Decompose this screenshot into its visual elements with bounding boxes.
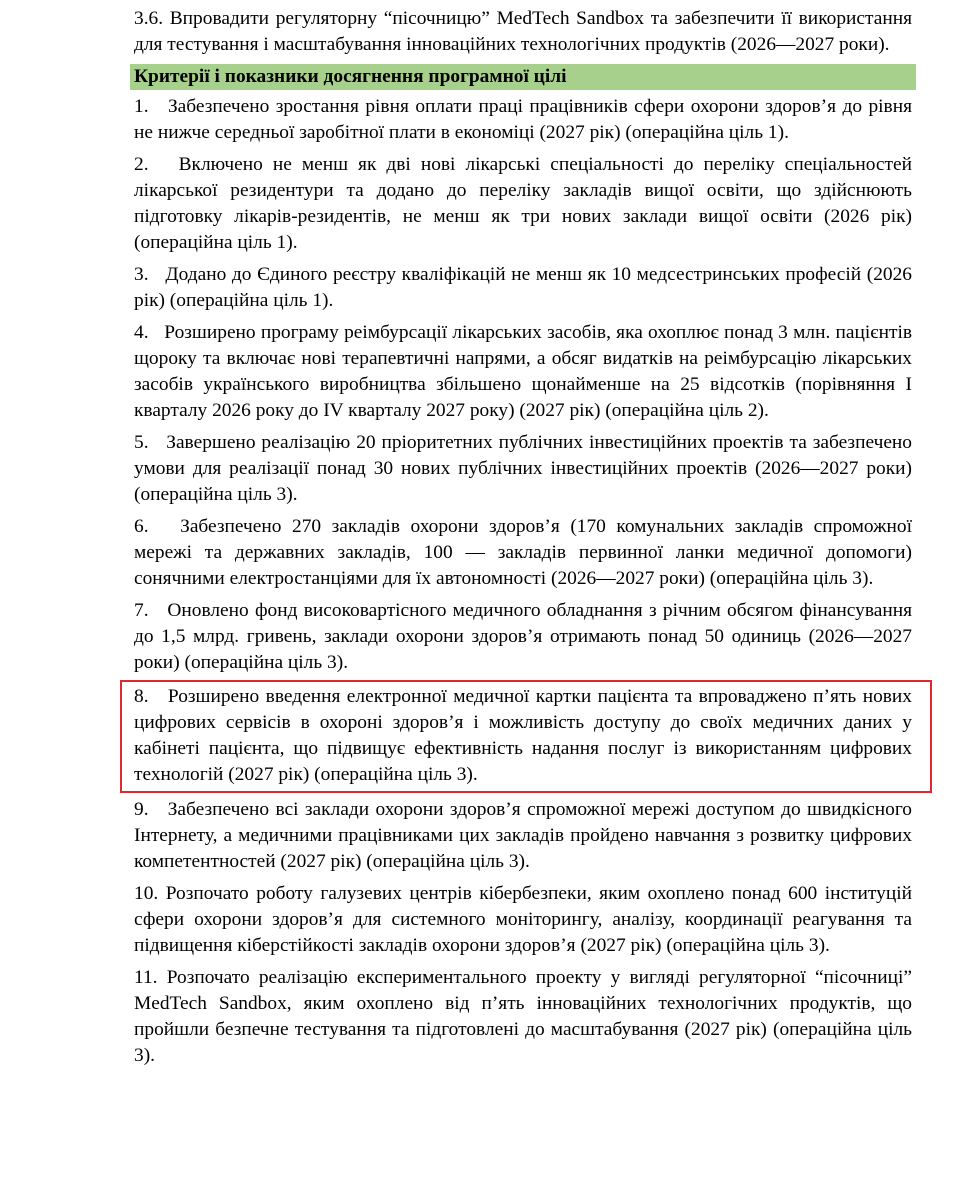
item-text: Включено не менш як дві нові лікарські спеціальності до переліку спеціальностей лікарської резидентури та додано до переліку закладів вищої освіти, що здійснюють підготовку лікарів-резидентів, не менш як три нових заклади вищої освіти (2026 рік) (операційна ціль 1).: [134, 154, 912, 253]
item-number: 11.: [134, 967, 158, 988]
item-number: 2.: [134, 154, 149, 175]
criteria-item-9: [130, 797, 916, 875]
item-text: Забезпечено зростання рівня оплати праці працівників сфери охорони здоров’я до рівня не нижче середньої заробітної плати в економіці (2027 рік) (операційна ціль 1).: [134, 96, 913, 143]
criteria-item-4: [130, 320, 916, 424]
item-number: 1.: [134, 96, 149, 117]
criteria-item-8-highlighted[interactable]: [122, 682, 930, 791]
criteria-item-3: [130, 262, 916, 314]
item-number: 5.: [134, 432, 149, 453]
item-text: Розширено введення електронної медичної картки пацієнта та впроваджено п’ять нових цифрових сервісів в охороні здоров’я і можливість доступу до своїх медичних даних у кабінеті пацієнта, що підвищує ефективність надання послуг із використанням цифрових технологій (2027 рік) (операційна ціль 3).: [134, 686, 912, 785]
item-number: 3.: [134, 264, 149, 285]
criteria-item-10: [130, 881, 916, 959]
item-number: 7.: [134, 600, 149, 621]
section-header: Критерії і показники досягнення програмної цілі: [130, 64, 916, 90]
item-text: Забезпечено всі заклади охорони здоров’я спроможної мережі доступом до швидкісного Інтернету, а медичними працівниками цих закладів пройдено навчання з розвитку цифрових компетентностей (2027 рік) (операційна ціль 3).: [134, 799, 913, 872]
item-text: Оновлено фонд високовартісного медичного обладнання з річним обсягом фінансування до 1,5 млрд. гривень, заклади охорони здоров’я отримають понад 50 одиниць (2026—2027 роки) (операційна ціль 3).: [134, 600, 912, 673]
criteria-item-11: [130, 965, 916, 1069]
item-text: Додано до Єдиного реєстру кваліфікацій не менш як 10 медсестринських професій (2026 рік) (операційна ціль 1).: [134, 264, 912, 311]
item-number: 6.: [134, 516, 149, 537]
intro-paragraph: 3.6. Впровадити регуляторну “пісочницю” MedTech Sandbox та забезпечити її використання для тестування і масштабування інноваційних технологічних продуктів (2026—2027 роки).: [134, 8, 912, 55]
criteria-item-5: [130, 430, 916, 508]
item-number: 4.: [134, 322, 149, 343]
document-body: [130, 6, 916, 1075]
criteria-item-1: [130, 94, 916, 146]
item-number: 9.: [134, 799, 149, 820]
item-text: Забезпечено 270 закладів охорони здоров’я (170 комунальних закладів спроможної мережі та державних закладів, 100 — закладів первинної ланки медичної допомоги) сонячними електростанціями для їх автономності (2026—2027 роки) (операційна ціль 3).: [134, 516, 913, 589]
item-text: Розпочато роботу галузевих центрів кібербезпеки, яким охоплено понад 600 інституцій сфери охорони здоров’я для системного моніторингу, аналізу, координації реагування та підвищення кіберстійкості закладів охорони здоров’я (2027 рік) (операційна ціль 3).: [134, 883, 912, 956]
item-text: Завершено реалізацію 20 пріоритетних публічних інвестиційних проектів та забезпечено умови для реалізації понад 30 нових публічних інвестиційних проектів (2026—2027 роки) (операційна ціль 3).: [134, 432, 913, 505]
criteria-item-6: [130, 514, 916, 592]
criteria-item-7: [130, 598, 916, 676]
item-number: 8.: [134, 686, 149, 707]
item-text: Розширено програму реімбурсації лікарських засобів, яка охоплює понад 3 млн. пацієнтів щороку та включає нові терапевтичні напрями, а обсяг видатків на реімбурсацію лікарських засобів українського виробництва збільшено щонайменше на 25 відсотків (порівняння I кварталу 2026 року до IV кварталу 2027 року) (2027 рік) (операційна ціль 2).: [134, 322, 912, 421]
criteria-item-2: [130, 152, 916, 256]
item-number: 10.: [134, 883, 159, 904]
item-text: Розпочато реалізацію експериментального проекту у вигляді регуляторної “пісочниці” MedTech Sandbox, яким охоплено від п’ять інноваційних технологічних продуктів, що пройшли безпечне тестування та підготовлені до масштабування (2027 рік) (операційна ціль 3).: [134, 967, 912, 1066]
